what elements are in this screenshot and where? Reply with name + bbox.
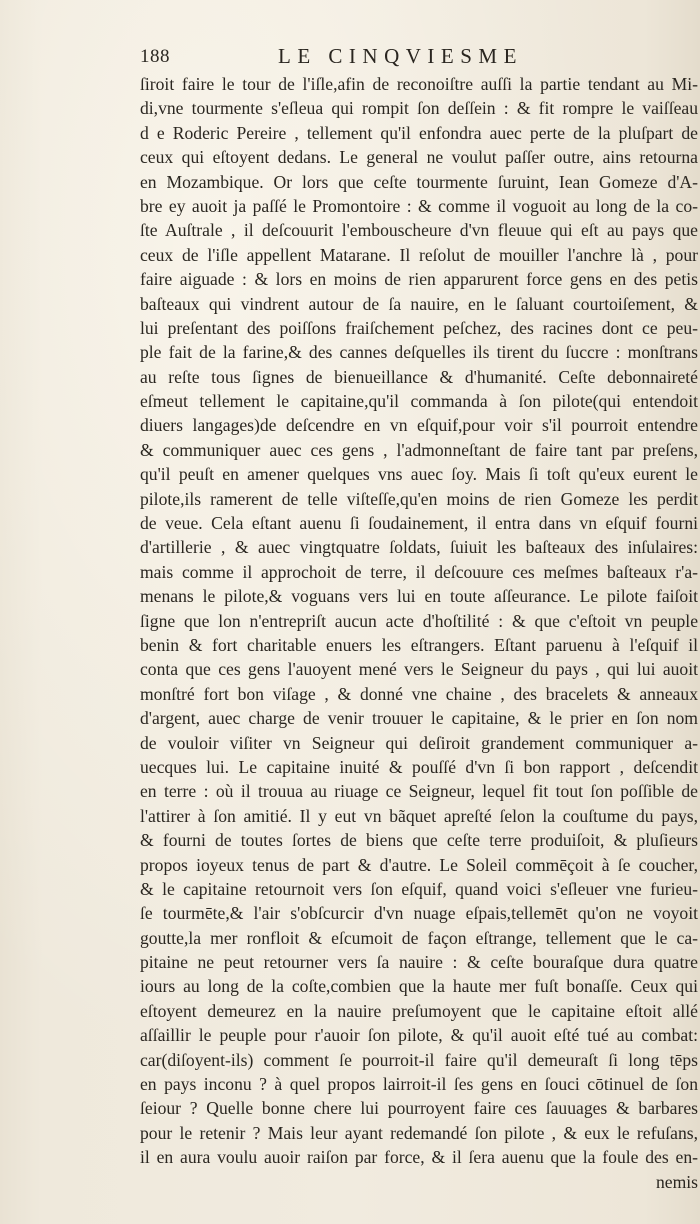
text-line: monſtré fort bon viſage , & donné vne chaine , des bracelets & anneaux <box>140 683 698 704</box>
text-line: car(diſoyent-ils) comment ſe pourroit-il faire qu'il demeuraſt ſi long tēps <box>140 1049 698 1070</box>
text-line: de veue. Cela eſtant auenu ſi ſoudainement, il entra dans vn eſquif fourni <box>140 513 698 534</box>
text-line: en terre : où il trouua au riuage ce Seigneur, lequel fit tout ſon poſſible de <box>140 781 698 802</box>
text-line: aſſaillir le peuple pour r'auoir ſon pilote, & qu'il auoit eſté tué au combat: <box>140 1025 698 1046</box>
text-line: mais comme il approchoit de terre, il deſcouure ces meſmes baſteaux r'a- <box>140 561 698 582</box>
running-head: LE CINQVIESME <box>278 44 523 68</box>
text-line: & communiquer auec ces gens , l'admonneſtant de faire tant par preſens, <box>140 439 698 460</box>
text-line: en pays inconu ? à quel propos lairroit-il ſes gens en ſouci cōtinuel de ſon <box>140 1074 698 1095</box>
text-line: au reſte tous ſignes de bienueillance & d'humanité. Ceſte debonnaireté <box>140 366 698 387</box>
text-line: eſtoyent demeurez en la nauire preſumoyent que le capitaine eſtoit allé <box>140 1000 698 1021</box>
text-line: iours au long de la coſte,combien que la haute mer fuſt bonaſſe. Ceux qui <box>140 976 698 997</box>
text-line: conta que ces gens l'auoyent mené vers le Seigneur du pays , qui lui auoit <box>140 659 698 680</box>
text-line: ceux de l'iſle appellent Matarane. Il reſolut de mouiller l'anchre là , pour <box>140 244 698 265</box>
text-line: ple fait de la farine,& des cannes deſquelles ils tirent du ſuccre : monſtrans <box>140 342 698 363</box>
text-line: eſmeut tellement le capitaine,qu'il commanda à ſon pilote(qui entendoit <box>140 391 698 412</box>
text-line: lui preſentant des poiſſons fraiſchement peſchez, des racines dont ce peu- <box>140 317 698 338</box>
text-line: ſigne que lon n'entrepriſt aucun acte d'hoſtilité : & que c'eſtoit vn peuple <box>140 610 698 631</box>
text-line: ſe tourmēte,& l'air s'obſcurcir d'vn nuage eſpais,tellemēt qu'on ne voyoit <box>140 903 698 924</box>
text-line: & fourni de toutes ſortes de biens que ceſte terre produiſoit, & pluſieurs <box>140 830 698 851</box>
text-line: ſte Auſtrale , il deſcouurit l'embouscheure d'vn fleuue qui eſt au pays que <box>140 220 698 241</box>
text-line: baſteaux qui vindrent autour de ſa nauire, en le ſaluant courtoiſement, & <box>140 293 698 314</box>
text-line: l'attirer à ſon amitié. Il y eut vn bãquet apreſté ſelon la couſtume du pays, <box>140 805 698 826</box>
text-line: d'artillerie , & auec vingtquatre ſoldats, ſuiuit les baſteaux des inſulaires: <box>140 537 698 558</box>
text-line: ſiroit faire le tour de l'iſle,afin de reconoiſtre auſſi la partie tendant au Mi- <box>140 74 698 94</box>
text-line: il en aura voulu auoir raiſon par force, & il ſera auenu que la foule des en- <box>140 1147 698 1168</box>
text-line: qu'il peuſt en amener quelques vns auec ſoy. Mais ſi toſt qu'eux eurent le <box>140 464 698 485</box>
page-header <box>140 44 680 68</box>
text-line: d e Roderic Pereire , tellement qu'il enfondra auec perte de la pluſpart de <box>140 122 698 143</box>
text-line: ceux qui eſtoyent dedans. Le general ne voulut paſſer outre, ains retourna <box>140 147 698 168</box>
text-line: nemis <box>655 1171 698 1192</box>
text-line: ſeiour ? Quelle bonne chere lui pourroyent faire ces ſauuages & barbares <box>140 1098 698 1119</box>
page-number: 188 <box>140 46 170 67</box>
text-line: pour le retenir ? Mais leur ayant redemandé ſon pilote , & eux le refuſans, <box>140 1122 698 1143</box>
text-line: goutte,la mer ronfloit & eſcumoit de façon eſtrange, tellement que le ca- <box>140 927 698 948</box>
text-line: bre ey auoit ja paſſé le Promontoire : & comme il voguoit au long de la co- <box>140 195 698 216</box>
text-line: pilote,ils ramerent de telle viſteſſe,qu'en moins de rien Gomeze les perdit <box>140 488 698 509</box>
text-line: en Mozambique. Or lors que ceſte tourmente ſuruint, Iean Gomeze d'A- <box>140 171 698 192</box>
text-line: diuers langages)de deſcendre en vn eſquif,pour voir s'il pourroit entendre <box>140 415 698 436</box>
body-text <box>140 72 698 1194</box>
text-line: faire aiguade : & lors en moins de rien apparurent force gens en des petis <box>140 269 698 290</box>
text-line: benin & fort charitable enuers les eſtrangers. Eſtant paruenu à l'eſquif il <box>140 634 698 655</box>
text-line: de vouloir viſiter vn Seigneur qui deſiroit grandement communiquer a- <box>140 732 698 753</box>
text-line: propos ioyeux tenus de part & d'autre. Le Soleil commēçoit à ſe coucher, <box>140 854 698 875</box>
text-line: & le capitaine retournoit vers ſon eſquif, quand voici s'eſleuer vne furieu- <box>140 878 698 899</box>
text-line: d'argent, auec charge de venir trouuer le capitaine, & le prier en ſon nom <box>140 708 698 729</box>
text-line: pitaine ne peut retourner vers ſa nauire : & ceſte bouraſque dura quatre <box>140 952 698 973</box>
text-line: menans le pilote,& voguans vers lui en toute aſſeurance. Le pilote faiſoit <box>140 586 698 607</box>
text-line: di,vne tourmente s'eſleua qui rompit ſon deſſein : & fit rompre le vaiſſeau <box>140 98 698 119</box>
text-line: uecques lui. Le capitaine inuité & pouſſé d'vn ſi bon rapport , deſcendit <box>140 756 698 777</box>
